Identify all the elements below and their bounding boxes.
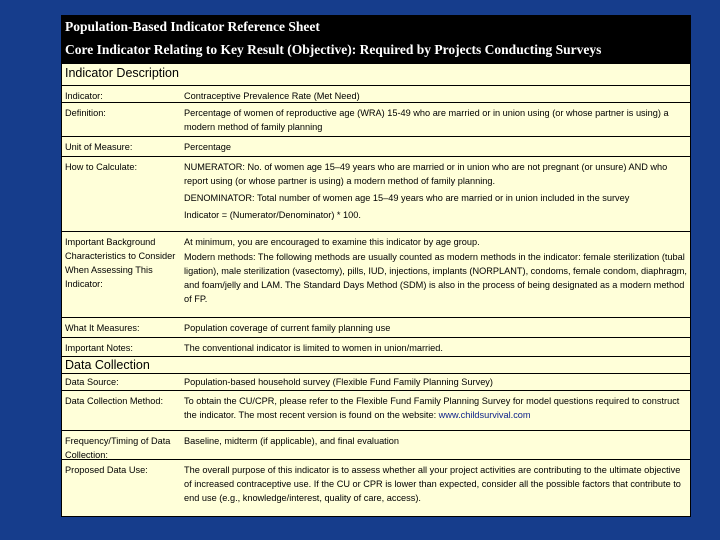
- value-text: Contraceptive Prevalence Rate (Met Need): [184, 91, 360, 101]
- value-text: The conventional indicator is limited to women in union/married.: [184, 343, 443, 353]
- section-divider: [62, 356, 690, 373]
- row-value: [184, 341, 689, 356]
- row-value: [184, 235, 689, 307]
- row-data-source: [62, 373, 690, 390]
- row-value: [184, 394, 689, 423]
- title-bar: [62, 16, 690, 64]
- section-header-indicator-description: Indicator Description: [65, 66, 179, 80]
- indicator-reference-sheet: [61, 15, 691, 517]
- row-value: [184, 140, 689, 155]
- row-label: Definition:: [65, 108, 106, 118]
- row-indicator: [62, 85, 690, 102]
- value-text: The overall purpose of this indicator is to assess whether all your project activities are contributing to the ultimate objective of increased contraceptive use. If the CU or CPR is lower than expected, consider all the possible factors that contribute to end use (e.g., knowledge/interest, quality of care, access).: [184, 465, 681, 503]
- row-label: What It Measures:: [65, 323, 140, 333]
- row-label: Proposed Data Use:: [65, 465, 148, 475]
- row-value: [184, 434, 689, 449]
- value-text: Population coverage of current family planning use: [184, 323, 391, 333]
- denominator-text: DENOMINATOR: Total number of women age 15–49 years who are married or in union included in the survey: [184, 193, 630, 203]
- value-text: Baseline, midterm (if applicable), and final evaluation: [184, 436, 400, 446]
- website-link[interactable]: www.childsurvival.com: [438, 410, 531, 420]
- row-label: Important Notes:: [65, 343, 133, 353]
- value-text: Percentage of women of reproductive age (WRA) 15-49 who are married or in union using (or whose partner is using) a modern method of family planning: [184, 108, 669, 132]
- row-proposed-data-use: [62, 459, 690, 517]
- row-background-characteristics: [62, 231, 690, 317]
- row-label: Important Background Characteristics to Consider When Assessing This Indicator:: [65, 237, 176, 289]
- row-label: Indicator:: [65, 91, 103, 101]
- row-label: Data Source:: [65, 377, 119, 387]
- row-frequency-timing: [62, 430, 690, 459]
- row-data-collection-method: [62, 390, 690, 430]
- row-value: [184, 106, 689, 135]
- row-value: [184, 375, 689, 390]
- row-unit-of-measure: [62, 136, 690, 156]
- sheet-title: Population-Based Indicator Reference Sheet: [65, 19, 320, 34]
- row-what-it-measures: [62, 317, 690, 337]
- sheet-subtitle: Core Indicator Relating to Key Result (Objective): Required by Projects Conducting Surveys: [65, 42, 602, 57]
- row-label: Frequency/Timing of Data Collection:: [65, 436, 171, 460]
- value-text: At minimum, you are encouraged to examine this indicator by age group.: [184, 237, 480, 247]
- value-text: Modern methods: The following methods are usually counted as modern methods in the indicator: female sterilization (tubal ligation), male sterilization (vasectomy), pills, IUD, injections, implants (NORPLANT), condoms, female condom, diaphragm, and foam/jelly and LAM. The Standard Days Method (SDM) is also in the process of being designated as a modern method of FP.: [184, 252, 687, 304]
- row-definition: [62, 102, 690, 136]
- row-label: Unit of Measure:: [65, 142, 133, 152]
- row-important-notes: [62, 337, 690, 356]
- numerator-text: NUMERATOR: No. of women age 15–49 years who are married or in union who are not pregnant (or unsure) AND who report using (or whose partner is using) a modern method of family planning.: [184, 162, 668, 186]
- value-text: Percentage: [184, 142, 231, 152]
- value-text: Population-based household survey (Flexible Fund Family Planning Survey): [184, 377, 493, 387]
- section-header-data-collection: Data Collection: [65, 358, 150, 372]
- row-label: Data Collection Method:: [65, 396, 164, 406]
- row-value: [184, 321, 689, 336]
- row-value: [184, 463, 689, 506]
- row-label: How to Calculate:: [65, 162, 138, 172]
- row-value: [184, 160, 689, 223]
- value-text: To obtain the CU/CPR, please refer to the Flexible Fund Family Planning Survey for model questions required to construct the indicator. The most recent version is found on the website:: [184, 396, 680, 420]
- formula-text: Indicator = (Numerator/Denominator) * 100.: [184, 210, 361, 220]
